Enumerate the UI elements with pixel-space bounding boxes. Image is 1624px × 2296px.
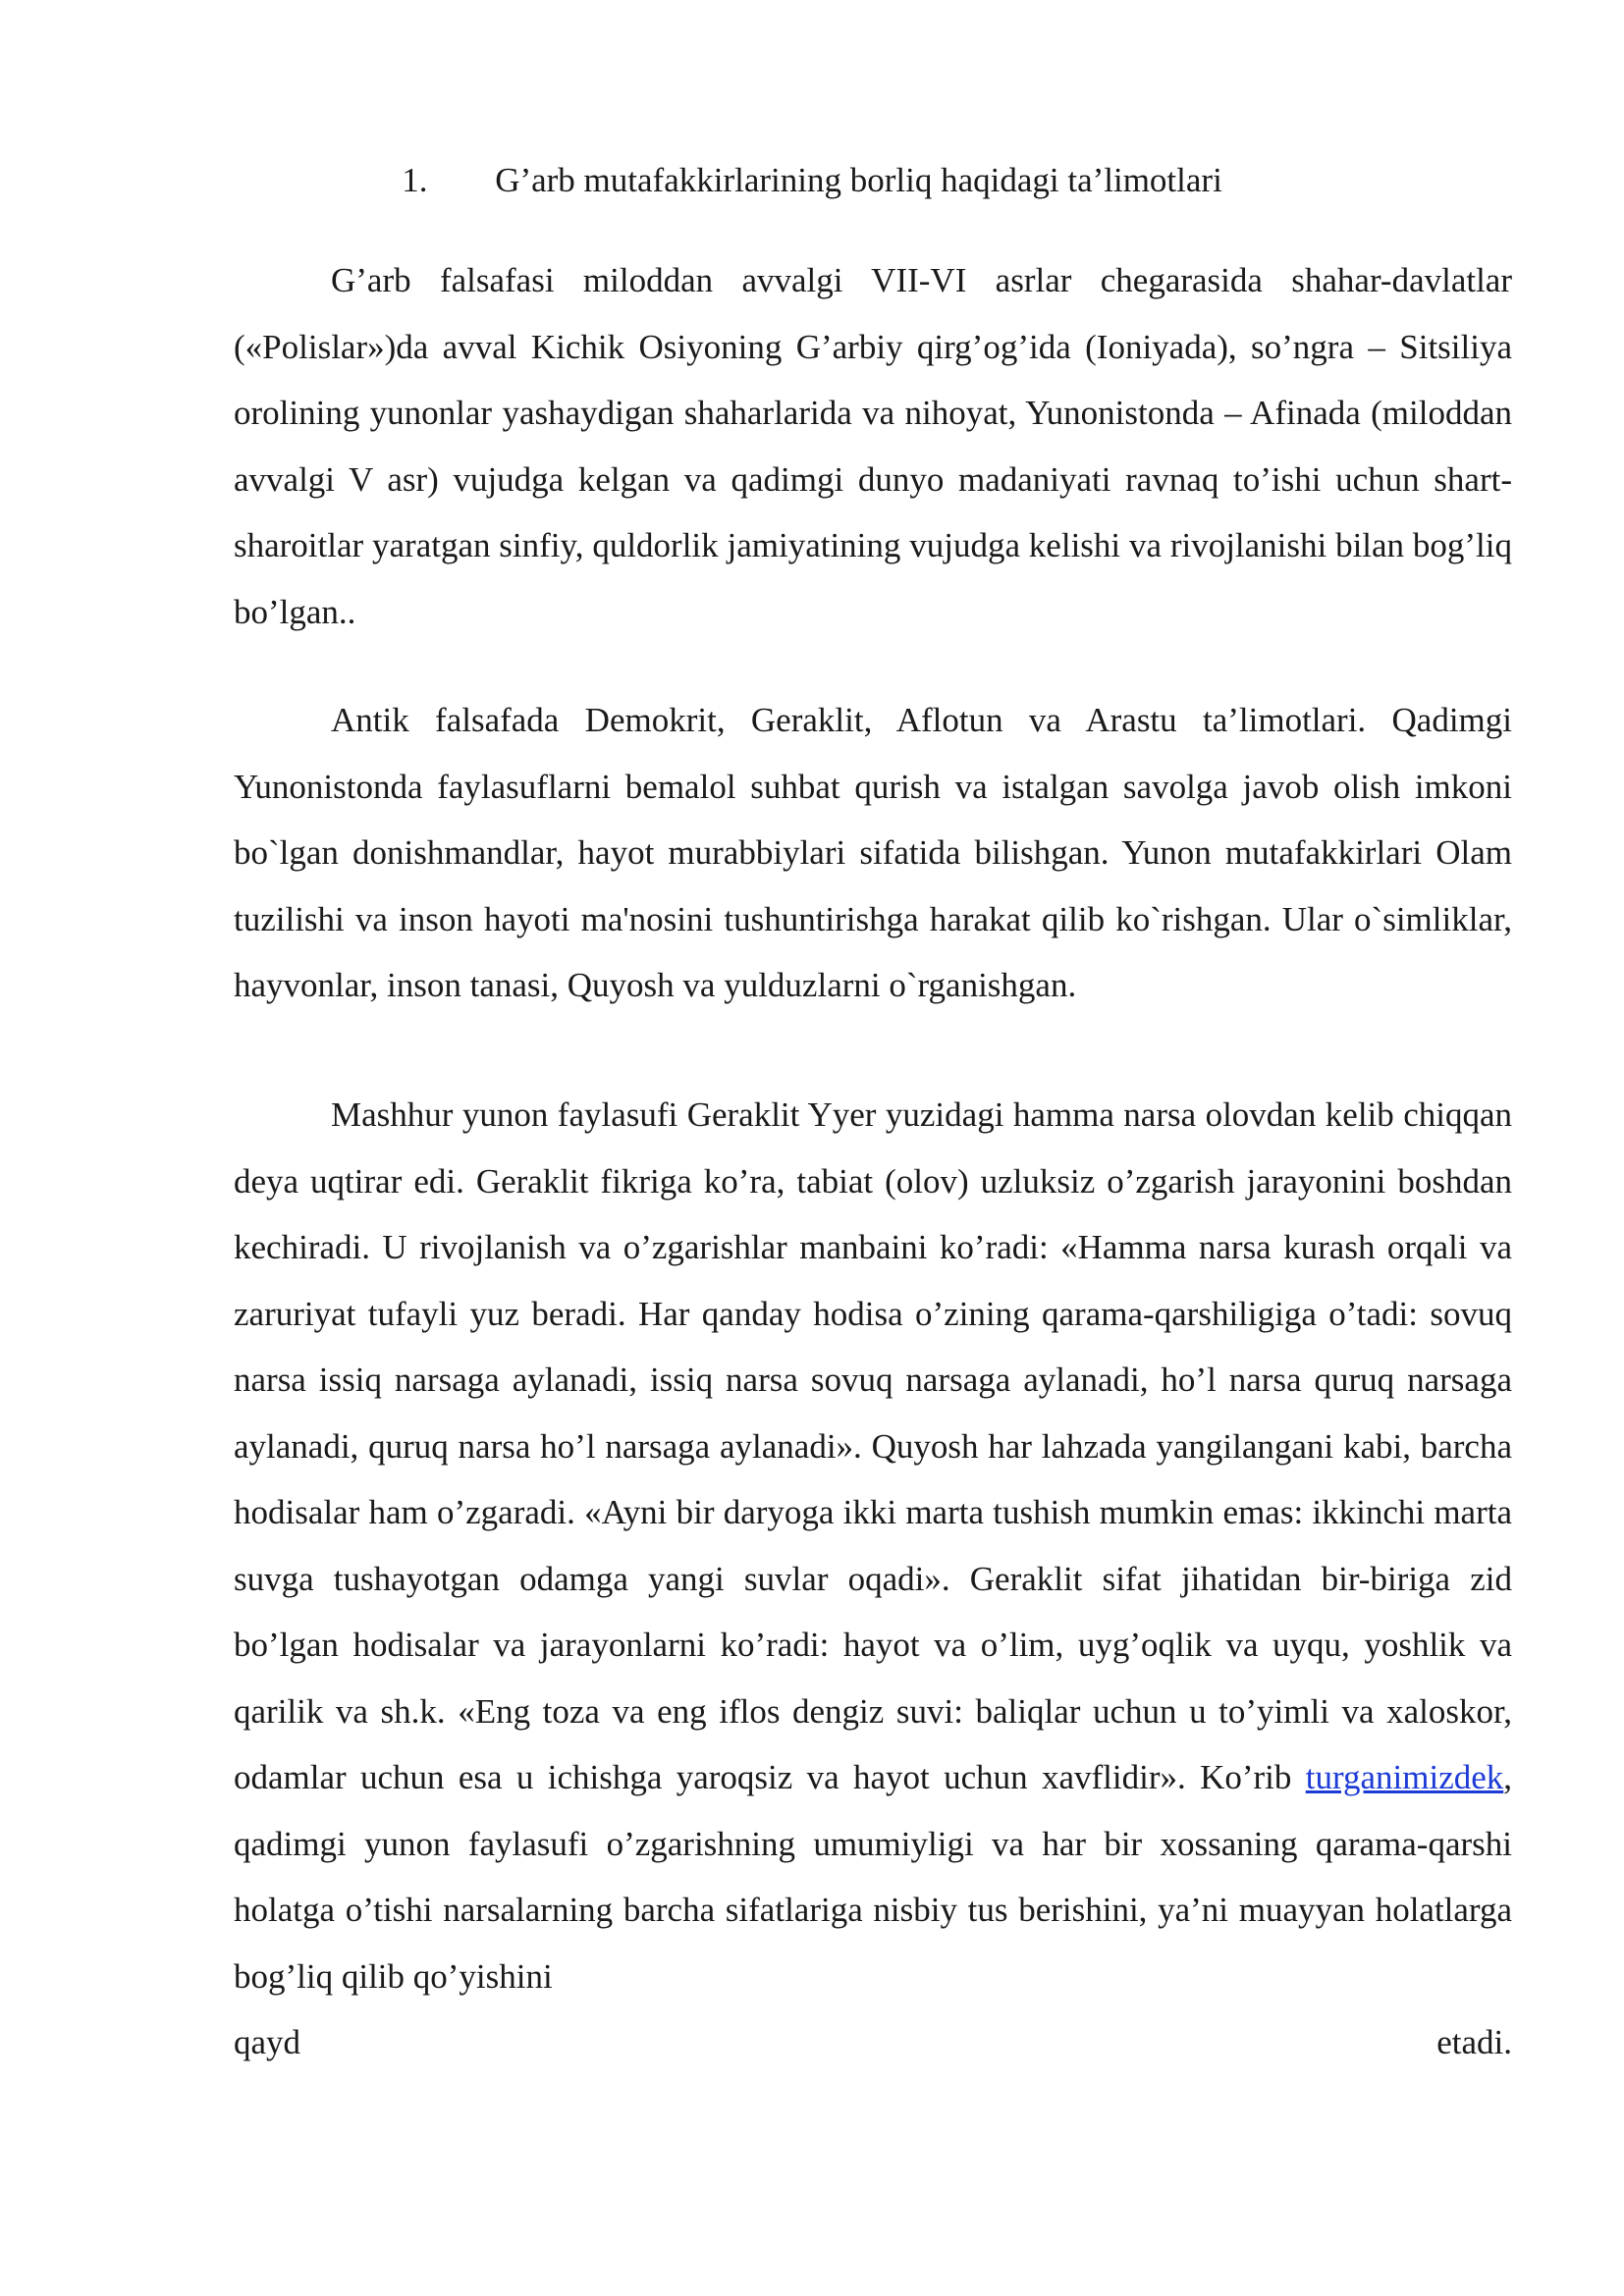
- paragraph-text: , qadimgi yunon faylasufi o’zgarishning umumiyligi va har bir xossaning qarama-qarshi holatga o’tishi narsalarning barcha sifatlariga nisbiy tus berishini, ya’ni muayyan holatlarga bog’liq qilib qo’yishini: [234, 1758, 1513, 1996]
- paragraph-text: Mashhur yunon faylasufi Geraklit Yyer yuzidagi hamma narsa olovdan kelib chiqqan deya uqtirar edi. Geraklit fikriga ko’ra, tabiat (olov) uzluksiz o’zgarish jarayonini boshdan kechiradi. U rivojlanish va o’zgarishlar manbaini ko’radi: «Hamma narsa kurash orqali va zaruriyat tufayli yuz beradi. Har qanday hodisa o’zining qarama-qarshiligiga o’tadi: sovuq narsa issiq narsaga aylanadi, issiq narsa sovuq narsaga aylanadi, ho’l narsa quruq narsaga aylanadi, quruq narsa ho’l narsaga aylanadi». Quyosh har lahzada yangilangani kabi, barcha hodisalar ham o’zgaradi. «Ayni bir daryoga ikki marta tushish mumkin emas: ikkinchi marta suvga tushayotgan odamga yangi suvlar oqadi». Geraklit sifat jihatidan bir-biriga zid bo’lgan hodisalar va jarayonlarni ko’radi: hayot va o’lim, uyg’oqlik va uyqu, yoshlik va qarilik va sh.k. «Eng toza va eng iflos dengiz suvi: baliqlar uchun u to’yimli va xaloskor, odamlar uchun esa u ichishga yaroqsiz va hayot uchun xavflidir». Ko’rib: [234, 1095, 1512, 1796]
- paragraph-body: [234, 1082, 1512, 2009]
- heading-title: G’arb mutafakkirlarining borliq haqidagi ta’limotlari: [495, 161, 1222, 199]
- hyperlink-turganimizdek[interactable]: turganimizdek: [1305, 1758, 1504, 1796]
- paragraph-western-philosophy-origins: [234, 247, 1512, 645]
- paragraph-text: G’arb falsafasi miloddan avvalgi VII-VI asrlar chegarasida shahar-davlatlar («Polislar»)da avval Kichik Osiyoning G’arbiy qirg’og’ida (Ioniyada), so’ngra – Sitsiliya orolining yunonlar yashaydigan shaharlarida va nihoyat, Yunonistonda – Afinada (miloddan avvalgi V asr) vujudga kelgan va qadimgi dunyo madaniyati ravnaq to’ishi uchun shart-sharoitlar yaratgan sinfiy, quldorlik jamiyatining vujudga kelishi va rivojlanishi bilan bog’liq bo’lgan..: [234, 261, 1512, 631]
- section-heading: [0, 153, 1624, 208]
- paragraph-last-line: [234, 2009, 1512, 2076]
- last-line-right-word: etadi.: [1436, 2023, 1512, 2061]
- paragraph-heraclitus: [234, 1082, 1512, 2076]
- paragraph-text: Antik falsafada Demokrit, Geraklit, Aflotun va Arastu ta’limotlari. Qadimgi Yunonistonda faylasuflarni bemalol suhbat qurish va istalgan savolga javob olish imkoni bo`lgan donishmandlar, hayot murabbiylari sifatida bilishgan. Yunon mutafakkirlari Olam tuzilishi va inson hayoti ma'nosini tushuntirishga harakat qilib ko`rishgan. Ular o`simliklar, hayvonlar, inson tanasi, Quyosh va yulduzlarni o`rganishgan.: [234, 701, 1512, 1004]
- heading-number: 1.: [402, 161, 428, 199]
- last-line-left-word: qayd: [234, 2023, 301, 2061]
- paragraph-antique-philosophy: [234, 687, 1512, 1019]
